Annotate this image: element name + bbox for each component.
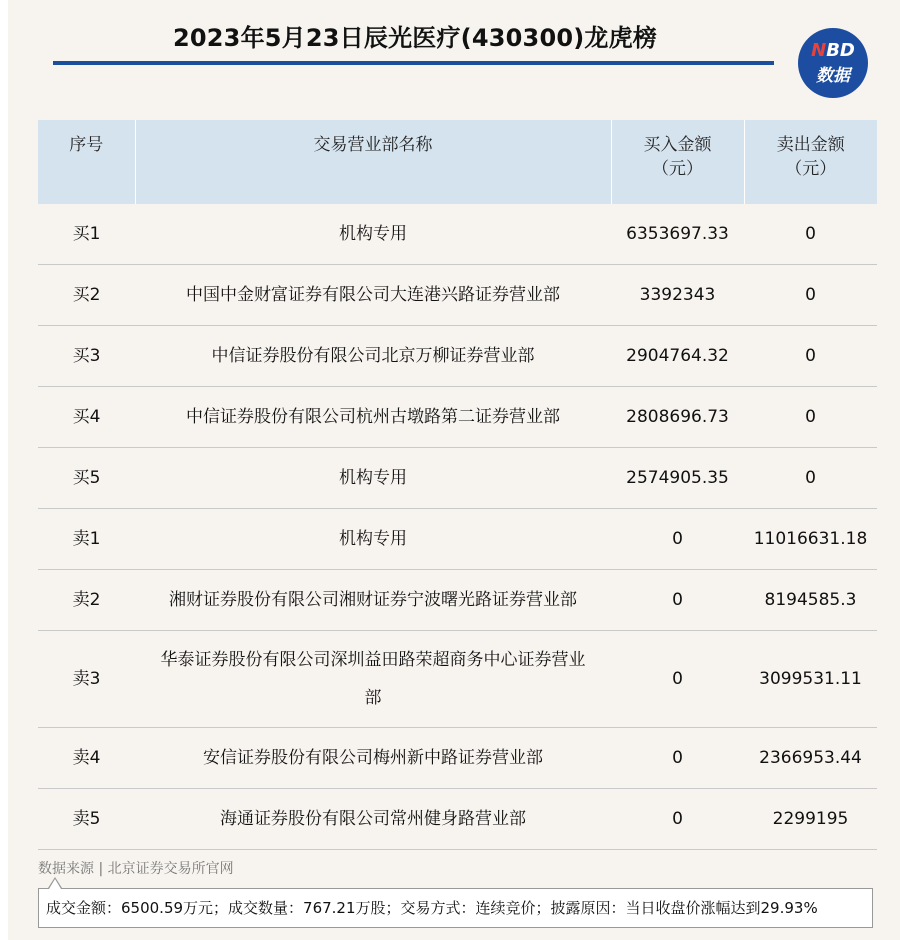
row-buy-amount: 3392343 [611,265,744,326]
row-branch-name: 中信证券股份有限公司杭州古墩路第二证券营业部 [135,387,611,448]
table-row [38,326,877,387]
row-index: 卖2 [38,570,135,631]
header-buy-amount [611,120,744,204]
table-row [38,387,877,448]
row-buy-amount: 0 [611,789,744,850]
table-row [38,204,877,265]
header-buy-label: 买入金额 [643,135,712,155]
row-branch-name: 安信证券股份有限公司梅州新中路证券营业部 [135,728,611,789]
row-branch-name: 机构专用 [135,509,611,570]
row-branch-name [135,631,611,728]
row-buy-amount: 2904764.32 [611,326,744,387]
trade-summary-note: 成交金额：6500.59万元；成交数量：767.21万股；交易方式：连续竞价；披露原因：当日收盘价涨幅达到29.93% [38,888,873,928]
row-index: 卖1 [38,509,135,570]
header-sell-unit: （元） [785,159,837,179]
header-sell-amount [744,120,877,204]
row-buy-amount: 0 [611,570,744,631]
row-index: 买4 [38,387,135,448]
table-row [38,509,877,570]
note-pointer-fill [49,879,61,889]
row-index: 买1 [38,204,135,265]
header-sell-label: 卖出金额 [776,135,845,155]
row-branch-name: 中信证券股份有限公司北京万柳证券营业部 [135,326,611,387]
dragon-tiger-table [38,120,877,850]
row-branch-name: 中国中金财富证券有限公司大连港兴路证券营业部 [135,265,611,326]
row-branch-name: 机构专用 [135,448,611,509]
row-index: 卖4 [38,728,135,789]
page-title: 2023年5月23日辰光医疗(430300)龙虎榜 [172,24,658,52]
row-sell-amount: 2299195 [744,789,877,850]
row-sell-amount: 0 [744,448,877,509]
row-sell-amount: 11016631.18 [744,509,877,570]
logo-text-data: 数据 [816,66,850,86]
table-header-row [38,120,877,204]
table-row [38,631,877,728]
title-underline [53,61,774,65]
header-branch-name: 交易营业部名称 [135,120,611,204]
row-buy-amount: 0 [611,728,744,789]
row-sell-amount: 0 [744,387,877,448]
row-buy-amount: 0 [611,509,744,570]
row-branch-name: 机构专用 [135,204,611,265]
row-index: 卖5 [38,789,135,850]
row-branch-name: 湘财证券股份有限公司湘财证券宁波曙光路证券营业部 [135,570,611,631]
row-buy-amount: 2574905.35 [611,448,744,509]
table-row [38,728,877,789]
row-buy-amount: 0 [611,631,744,728]
row-branch-name-line1: 华泰证券股份有限公司深圳益田路荣超商务中心证券营业 [160,650,586,670]
row-index: 卖3 [38,631,135,728]
row-buy-amount: 6353697.33 [611,204,744,265]
row-index: 买5 [38,448,135,509]
header-buy-unit: （元） [652,159,703,179]
row-sell-amount: 0 [744,204,877,265]
row-buy-amount: 2808696.73 [611,387,744,448]
row-sell-amount: 3099531.11 [744,631,877,728]
page [8,0,900,940]
row-sell-amount: 0 [744,326,877,387]
row-index: 买3 [38,326,135,387]
row-branch-name-line2: 部 [364,688,382,708]
row-sell-amount: 8194585.3 [744,570,877,631]
table-row [38,448,877,509]
data-source: 数据来源 | 北京证券交易所官网 [38,861,234,877]
logo-letters-bd: BD [826,40,855,61]
row-sell-amount: 0 [744,265,877,326]
row-sell-amount: 2366953.44 [744,728,877,789]
nbd-logo [798,28,868,98]
logo-text-nbd [798,40,868,61]
table-row [38,789,877,850]
row-branch-name: 海通证券股份有限公司常州健身路营业部 [135,789,611,850]
header-index: 序号 [38,120,135,204]
logo-letter-n: N [811,40,827,61]
row-index: 买2 [38,265,135,326]
table-row [38,265,877,326]
table-row [38,570,877,631]
